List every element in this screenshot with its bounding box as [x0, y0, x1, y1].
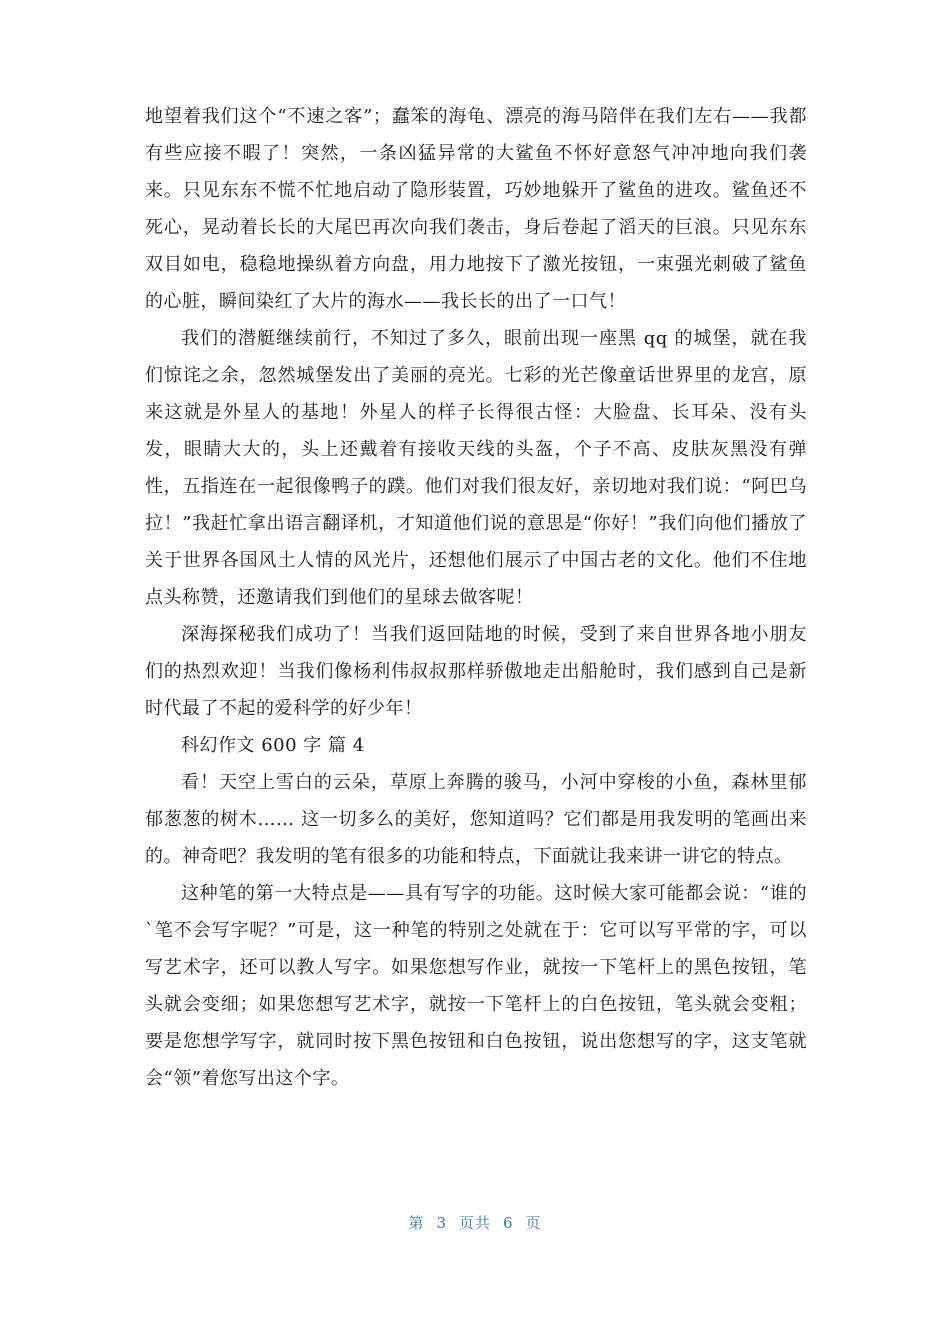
section-heading: 科幻作文 600 字 篇 4 [181, 735, 365, 756]
footer-middle: 页共 [458, 1214, 491, 1232]
document-body [145, 98, 807, 1097]
footer-prefix: 第 [408, 1214, 425, 1232]
paragraph-return: 深海探秘我们成功了！当我们返回陆地的时候，受到了来自世界各地小朋友们的热烈欢迎！当我们像杨利伟叔叔那样骄傲地走出船舱时，我们感到自己是新时代最了不起的爱科学的好少年！ [145, 624, 807, 719]
footer-page-number: 3 [436, 1214, 447, 1232]
paragraph-castle: 我们的潜艇继续前行，不知过了多久，眼前出现一座黑 qq 的城堡，就在我们惊诧之余，忽然城堡发出了美丽的亮光。七彩的光芒像童话世界里的龙宫，原来这就是外星人的基地！外星人的样子长得很古怪：大脸盘、长耳朵、没有头发，眼睛大大的，头上还戴着有接收天线的头盔，个子不高、皮肤灰黑没有弹性，五指连在一起很像鸭子的蹼。他们对我们很友好，亲切地对我们说：“阿巴乌拉！”我赶忙拿出语言翻译机，才知道他们说的意思是“你好！”我们向他们播放了关于世界各国风土人情的风光片，还想他们展示了中国古老的文化。他们不住地点头称赞，还邀请我们到他们的星球去做客呢！ [145, 328, 807, 608]
paragraph-feature-one: 这种笔的第一大特点是——具有写字的功能。这时候大家可能都会说：“谁的`笔不会写字呢？”可是，这一种笔的特别之处就在于：它可以写平常的字，可以写艺术字，还可以教人写字。如果您想写作业，就按一下笔杆上的黑色按钮，笔头就会变细；如果您想写艺术字，就按一下笔杆上的白色按钮，笔头就会变粗；要是您想学写字，就同时按下黑色按钮和白色按钮，说出您想写的字，这支笔就会“领”着您写出这个字。 [145, 883, 807, 1089]
page-footer [0, 1212, 950, 1233]
paragraph-intro: 看！天空上雪白的云朵，草原上奔腾的骏马，小河中穿梭的小鱼，森林里郁郁葱葱的树木…… 这一切多么的美好，您知道吗？它们都是用我发明的笔画出来的。神奇吧？我发明的笔有很多的功能和特点，下面就让我来讲一讲它的特点。 [145, 772, 807, 867]
footer-suffix: 页 [525, 1214, 542, 1232]
footer-total-pages: 6 [503, 1214, 514, 1232]
paragraph-continued: 地望着我们这个“不速之客”；蠢笨的海龟、漂亮的海马陪伴在我们左右——我都有些应接不暇了！突然，一条凶猛异常的大鲨鱼不怀好意怒气冲冲地向我们袭来。只见东东不慌不忙地启动了隐形装置，巧妙地躲开了鲨鱼的进攻。鲨鱼还不死心，晃动着长长的大尾巴再次向我们袭击，身后卷起了滔天的巨浪。只见东东双目如电，稳稳地操纵着方向盘，用力地按下了激光按钮，一束强光刺破了鲨鱼的心脏，瞬间染红了大片的海水——我长长的出了一口气！ [145, 106, 807, 312]
